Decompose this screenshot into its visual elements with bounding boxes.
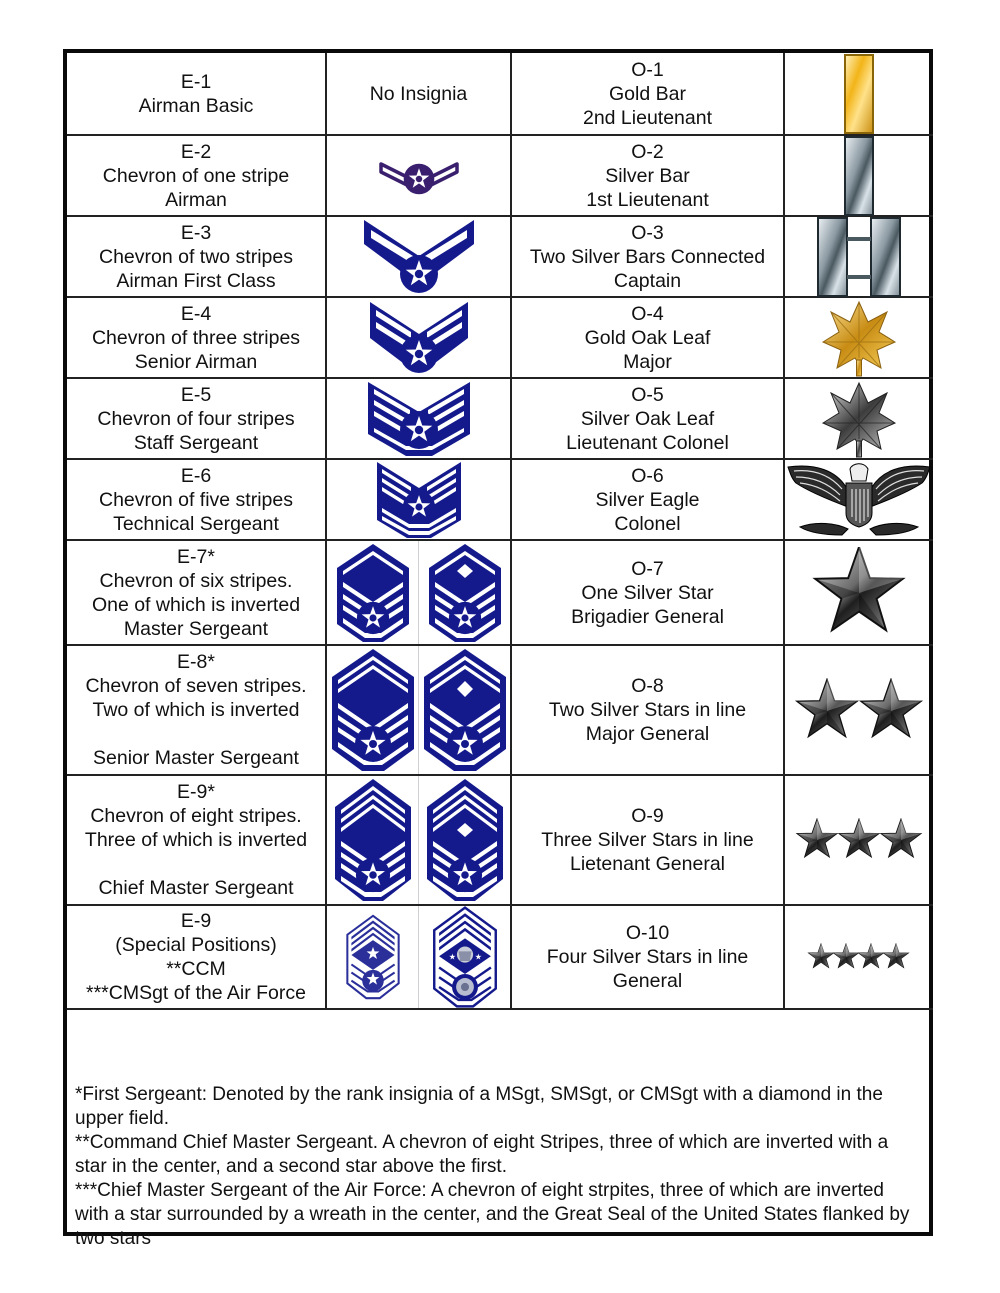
officer-title: Brigadier General [571,605,724,628]
enlisted-title: Airman First Class [116,269,276,292]
officer-cell [512,906,785,1008]
enlisted-insignia-cell [327,298,512,377]
enlisted-title: Chief Master Sergeant [98,877,294,899]
enlisted-description: Chevron of two stripes [98,245,293,268]
enlisted-grade: E-7* [177,545,215,568]
enlisted-description: Chevron of eight stripes. [90,805,302,827]
no-insignia-label: No Insignia [369,82,468,105]
first-sergeant-msgt-icon [427,542,503,644]
officer-insignia-cell [785,460,933,539]
officer-description: Four Silver Stars in line [546,946,749,968]
officer-insignia-cell [785,541,933,644]
officer-description: Two Silver Bars Connected [529,245,766,268]
enlisted-title: Senior Master Sergeant [93,747,299,769]
three-stars-icon [795,818,923,862]
gold-bar-icon [844,54,874,134]
officer-description: Silver Bar [605,164,690,187]
enlisted-cell [67,906,327,1008]
table-row [67,136,933,217]
enlisted-grade: E-1 [180,70,212,93]
enlisted-grade: E-9 [180,910,212,932]
officer-description: Two Silver Stars in line [548,699,747,721]
enlisted-cell [67,53,327,134]
officer-description: One Silver Star [581,581,714,604]
gold-oak-leaf-icon [819,298,899,378]
officer-title: Colonel [614,512,681,535]
enlisted-insignia-cell [327,541,512,644]
enlisted-title: Master Sergeant [123,617,269,640]
senior-master-sergeant-icon [330,647,416,773]
officer-cell [512,53,785,134]
officer-insignia-cell [785,53,933,134]
silver-bar-icon [844,136,874,216]
enlisted-cell [67,136,327,215]
chevron-2-stripes-icon [361,218,477,296]
enlisted-insignia-cell [327,379,512,458]
chevron-4-stripes-icon [366,380,472,458]
enlisted-grade: E-6 [180,464,212,487]
officer-grade: O-6 [631,464,664,487]
enlisted-description: Chevron of six stripes. [99,569,293,592]
officer-grade: O-3 [631,221,664,244]
enlisted-grade: E-8* [177,651,215,673]
enlisted-insignia-cell [327,136,512,215]
officer-cell [512,460,785,539]
footnote-first-sergeant: *First Sergeant: Denoted by the rank insignia of a MSgt, SMSgt, or CMSgt with a diamond in the upper field. [75,1084,883,1129]
officer-title: Captain [613,269,682,292]
table-row [67,776,933,906]
enlisted-title: Technical Sergeant [113,512,279,535]
officer-insignia-cell [785,217,933,296]
enlisted-description: Chevron of four stripes [97,407,295,430]
enlisted-cell [67,646,327,774]
officer-description: Three Silver Stars in line [541,829,754,851]
officer-description: Gold Oak Leaf [584,326,711,349]
table-row [67,53,933,136]
officer-cell [512,136,785,215]
chief-master-sergeant-icon [333,777,413,903]
table-row [67,217,933,298]
enlisted-description-2: Three of which is inverted [84,829,308,851]
officer-title: 1st Lieutenant [586,188,709,211]
silver-eagle-icon [786,461,932,539]
enlisted-grade: E-9* [177,781,215,803]
table-row [67,906,933,1010]
officer-title: Major [623,350,672,373]
officer-insignia-cell [785,379,933,458]
officer-grade: O-8 [631,675,664,697]
table-row [67,541,933,646]
enlisted-insignia-cell [327,906,512,1008]
footnote-command-chief: **Command Chief Master Sergeant. A chevron of eight Stripes, three of which are inverted with a star in the center, and a second star above the first. [75,1132,889,1177]
one-star-icon [811,547,907,639]
master-sergeant-icon [335,542,411,644]
enlisted-insignia-cell [327,460,512,539]
officer-cell [512,217,785,296]
footnote-cmsaf: ***Chief Master Sergeant of the Air Force: A chevron of eight strpites, three of which are inverted with a star surrounded by a wreath in the center, and the Great Seal of the United States flanked by two stars [75,1180,910,1249]
enlisted-description-2: Two of which is inverted [92,699,300,721]
officer-description: Gold Bar [609,82,686,105]
enlisted-insignia-cell [327,646,512,774]
officer-insignia-cell [785,906,933,1008]
ccm-label: **CCM [166,958,226,980]
enlisted-insignia-cell [327,53,512,134]
officer-title: Lietenant General [569,853,725,875]
svg-text:★: ★ [474,951,482,962]
enlisted-cell [67,217,327,296]
officer-insignia-cell [785,136,933,215]
officer-title: Major General [585,723,710,745]
enlisted-grade: E-5 [180,383,212,406]
silver-oak-leaf-icon [819,379,899,459]
chevron-5-stripes-icon [375,460,463,540]
table-row [67,298,933,379]
footnotes [75,1083,923,1251]
officer-grade: O-2 [631,140,664,163]
svg-text:★: ★ [448,951,456,962]
chevron-1-stripe-icon [379,156,459,196]
officer-cell [512,776,785,904]
enlisted-title: Staff Sergeant [133,431,259,454]
first-sergeant-cmsgt-icon [425,777,505,903]
officer-grade: O-10 [625,922,670,944]
officer-cell [512,298,785,377]
enlisted-cell [67,298,327,377]
command-chief-icon [346,914,400,1000]
two-stars-icon [794,678,924,742]
cmsaf-label: ***CMSgt of the Air Force [85,982,306,1004]
officer-title: Lieutenant Colonel [566,431,729,454]
enlisted-grade: E-4 [180,302,212,325]
enlisted-description: Chevron of three stripes [91,326,301,349]
first-sergeant-smsgt-icon [422,647,508,773]
officer-cell [512,379,785,458]
officer-description: Silver Eagle [595,488,700,511]
enlisted-description-2: One of which is inverted [91,593,301,616]
enlisted-insignia-cell [327,776,512,904]
enlisted-description: Chevron of seven stripes. [85,675,307,697]
cmsaf-icon [432,906,498,1008]
enlisted-grade: E-3 [180,221,212,244]
officer-grade: O-1 [631,58,664,81]
officer-grade: O-7 [631,557,664,580]
enlisted-grade: E-2 [180,140,212,163]
enlisted-cell [67,776,327,904]
enlisted-title: Airman [165,188,227,211]
two-silver-bars-icon [817,217,901,297]
four-stars-icon [807,943,911,971]
chevron-3-stripes-icon [367,300,471,376]
enlisted-description: Chevron of five stripes [98,488,293,511]
officer-cell [512,541,785,644]
officer-title: General [612,970,683,992]
officer-insignia-cell [785,298,933,377]
officer-description: Silver Oak Leaf [580,407,715,430]
table-row [67,460,933,541]
enlisted-title: Airman Basic [138,94,254,117]
table-row [67,646,933,776]
table-row [67,379,933,460]
officer-insignia-cell [785,646,933,774]
enlisted-description: (Special Positions) [115,934,277,956]
officer-insignia-cell [785,776,933,904]
enlisted-description: Chevron of one stripe [102,164,290,187]
enlisted-cell [67,379,327,458]
enlisted-title: Senior Airman [134,350,258,373]
officer-grade: O-5 [631,383,664,406]
rank-chart [63,49,933,1249]
enlisted-insignia-cell [327,217,512,296]
officer-grade: O-4 [631,302,664,325]
enlisted-cell [67,460,327,539]
enlisted-cell [67,541,327,644]
officer-cell [512,646,785,774]
officer-title: 2nd Lieutenant [582,106,713,129]
officer-grade: O-9 [631,805,664,827]
